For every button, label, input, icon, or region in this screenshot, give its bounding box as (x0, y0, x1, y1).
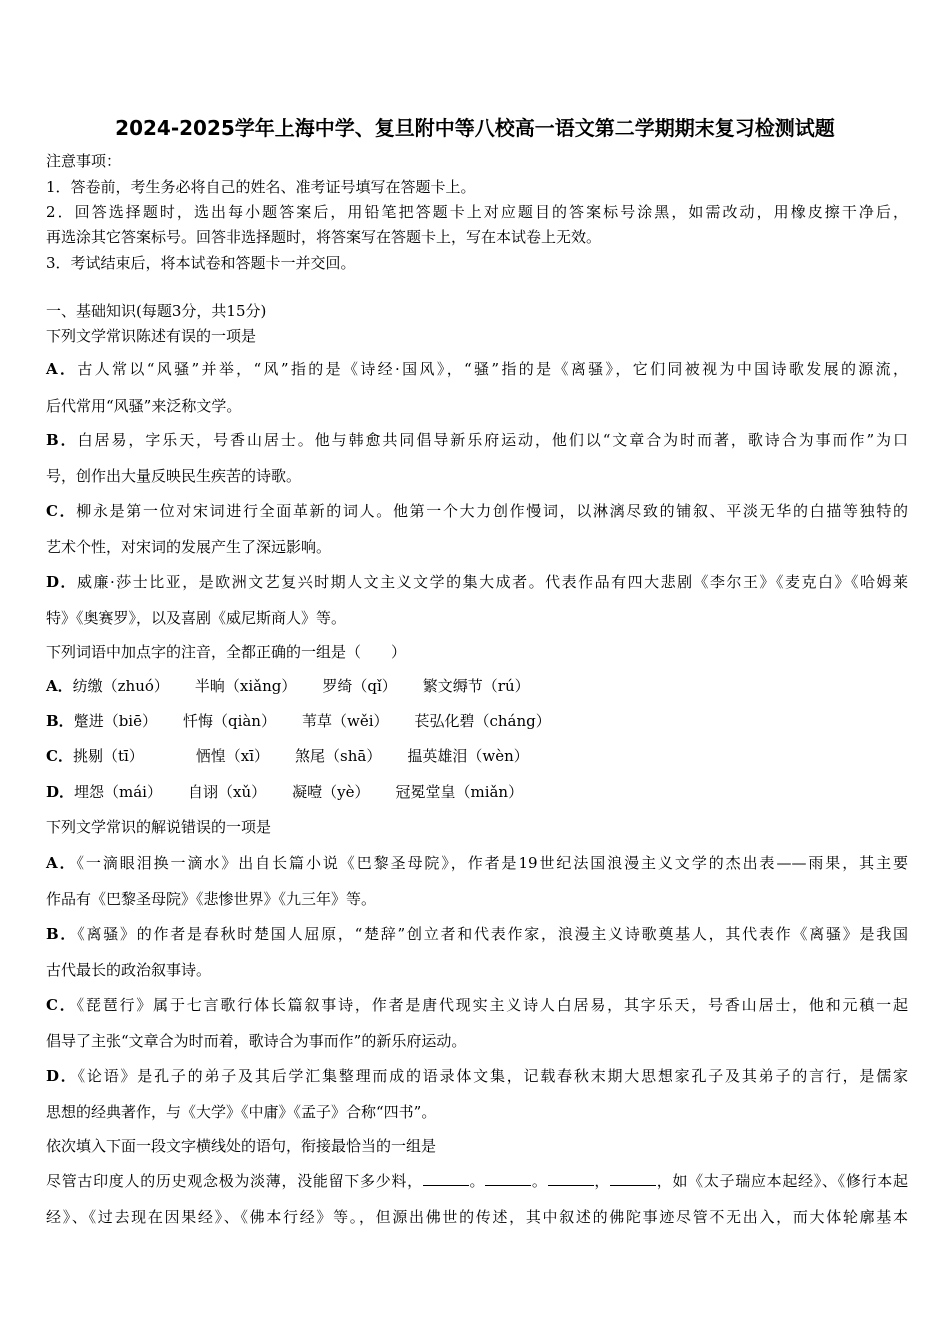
question-3-option-c-line-1 (46, 996, 908, 1014)
blank-separator: 。 (531, 1172, 548, 1190)
option-label: C． (46, 996, 77, 1014)
word-item: 恓惶（xī） (195, 747, 270, 765)
option-text: 《一滴眼泪换一滴水》出自长篇小说《巴黎圣母院》，作者是19世纪法国浪漫主义文学的杰出表——雨果，其主要 (76, 854, 909, 872)
option-text: 古人常以“风骚”并举，“风”指的是《诗经·国风》，“骚”指的是《离骚》，它们同被视为中国诗歌发展的源流， (77, 360, 908, 378)
question-1-option-a-line-2: 后代常用“风骚”来泛称文学。 (46, 397, 242, 415)
question-1-option-b-line-2: 号，创作出大量反映民生疾苦的诗歌。 (46, 467, 302, 485)
option-label: B． (46, 925, 78, 943)
question-3-option-c-line-2: 倡导了主张“文章合为时而着，歌诗合为事而作”的新乐府运动。 (46, 1032, 467, 1050)
question-3-option-a-line-2: 作品有《巴黎圣母院》《悲惨世界》《九三年》等。 (46, 890, 377, 908)
passage-text: 尽管古印度人的历史观念极为淡薄，没能留下多少料， (46, 1172, 423, 1190)
notice-item-3: 3．考试结束后，将本试卷和答题卡一并交回。 (46, 254, 356, 272)
question-2-option-b (46, 712, 551, 730)
word-item: 忏悔（qiàn） (182, 712, 276, 730)
option-text: 威廉·莎士比亚，是欧洲文艺复兴时期人文主义文学的集大成者。代表作品有四大悲剧《李尔王》《麦克白》《哈姆莱 (77, 573, 908, 591)
question-3-stem: 下列文学常识的解说错误的一项是 (46, 818, 272, 836)
option-text: 柳永是第一位对宋词进行全面革新的词人。他第一个大力创作慢词，以淋漓尽致的铺叙、平淡无华的白描等独特的 (76, 502, 908, 520)
word-item: 半晌（xiǎng） (194, 677, 297, 695)
word-item: 苇草（wěi） (301, 712, 389, 730)
blank-separator: 。 (468, 1172, 486, 1190)
question-3-option-b-line-1 (46, 925, 908, 943)
option-label: D． (46, 573, 77, 591)
option-label: B． (46, 431, 78, 449)
notice-item-2-line-2: 再选涂其它答案标号。回答非选择题时，将答案写在答题卡上，写在本试卷上无效。 (46, 228, 602, 246)
notice-item-1: 1．答卷前，考生务必将自己的姓名、准考证号填写在答题卡上。 (46, 178, 476, 196)
option-label: A． (46, 360, 78, 378)
section-heading: 一、基础知识(每题3分，共15分) (46, 302, 267, 320)
notice-heading: 注意事项： (46, 152, 122, 170)
word-item: 冠冕堂皇（miǎn） (395, 783, 524, 801)
question-4-passage-line-1 (46, 1171, 908, 1190)
question-1-option-d-line-2: 特》《奥赛罗》，以及喜剧《威尼斯商人》等。 (46, 609, 347, 627)
question-1-option-c-line-1 (46, 502, 908, 520)
passage-text: ，如《太子瑞应本起经》、《修行本起 (656, 1172, 908, 1190)
question-1-option-b-line-1 (46, 431, 908, 449)
question-3-option-a-line-1 (46, 854, 908, 872)
option-label: D． (46, 1067, 78, 1085)
word-item: 凝噎（yè） (292, 783, 370, 801)
question-4-stem: 依次填入下面一段文字横线处的语句，衔接最恰当的一组是 (46, 1137, 437, 1155)
answer-blank (548, 1171, 594, 1186)
option-label: B． (46, 712, 74, 730)
answer-blank (610, 1171, 656, 1186)
word-item: 蹩进（biē） (73, 712, 157, 730)
question-4-passage-line-2: 经》、《过去现在因果经》、《佛本行经》等。，但源出佛世的传述，其中叙述的佛陀事迹尽管不无出入，而大体轮廓基本 (46, 1208, 908, 1226)
question-1-stem: 下列文学常识陈述有误的一项是 (46, 327, 257, 345)
option-text: 《琵琶行》属于七言歌行体长篇叙事诗，作者是唐代现实主义诗人白居易，其字乐天，号香山居士，他和元稹一起 (76, 996, 908, 1014)
answer-blank (485, 1171, 531, 1186)
question-1-option-c-line-2: 艺术个性，对宋词的发展产生了深远影响。 (46, 538, 332, 556)
page-title: 2024-2025学年上海中学、复旦附中等八校高一语文第二学期期末复习检测试题 (115, 116, 835, 140)
question-1-option-a-line-1 (46, 360, 908, 378)
option-text: 《论语》是孔子的弟子及其后学汇集整理而成的语录体文集，记载春秋末期大思想家孔子及其弟子的言行，是儒家 (77, 1067, 908, 1085)
option-label: A． (46, 677, 73, 695)
option-text: 《离骚》的作者是春秋时楚国人屈原，“楚辞”创立者和代表作家，浪漫主义诗歌奠基人，其代表作《离骚》是我国 (77, 925, 908, 943)
option-label: C． (46, 747, 73, 765)
word-item: 埋怨（mái） (74, 783, 162, 801)
word-item: 纺缴（zhuó） (72, 677, 169, 695)
question-2-option-a (46, 677, 530, 695)
question-2-option-d (46, 783, 523, 801)
question-3-option-d-line-1 (46, 1067, 908, 1085)
word-item: 自诩（xǔ） (187, 783, 267, 801)
word-item: 苌弘化碧（cháng） (414, 712, 551, 730)
option-text: 白居易，字乐天，号香山居士。他与韩愈共同倡导新乐府运动，他们以“文章合为时而著，歌诗合为事而作”为口 (77, 431, 908, 449)
question-1-option-d-line-1 (46, 573, 908, 591)
word-item: 繁文缛节（rú） (422, 677, 530, 695)
question-3-option-b-line-2: 古代最长的政治叙事诗。 (46, 961, 212, 979)
option-label: C． (46, 502, 77, 520)
word-item: 揾英雄泪（wèn） (407, 747, 529, 765)
question-2-stem: 下列词语中加点字的注音，全都正确的一组是（ ） (46, 643, 407, 661)
option-label: D． (46, 783, 75, 801)
blank-separator: ， (593, 1172, 611, 1190)
word-item: 煞尾（shā） (295, 747, 382, 765)
question-3-option-d-line-2: 思想的经典著作，与《大学》《中庸》《孟子》合称“四书”。 (46, 1103, 437, 1121)
word-item: 罗绮（qǐ） (322, 677, 397, 695)
word-item: 挑剔（tī） (72, 747, 144, 765)
answer-blank (423, 1171, 469, 1186)
option-label: A． (46, 854, 77, 872)
notice-item-2-line-1: 2．回答选择题时，选出每小题答案后，用铅笔把答题卡上对应题目的答案标号涂黑，如需改动，用橡皮擦干净后， (46, 203, 908, 221)
question-2-option-c (46, 747, 529, 765)
